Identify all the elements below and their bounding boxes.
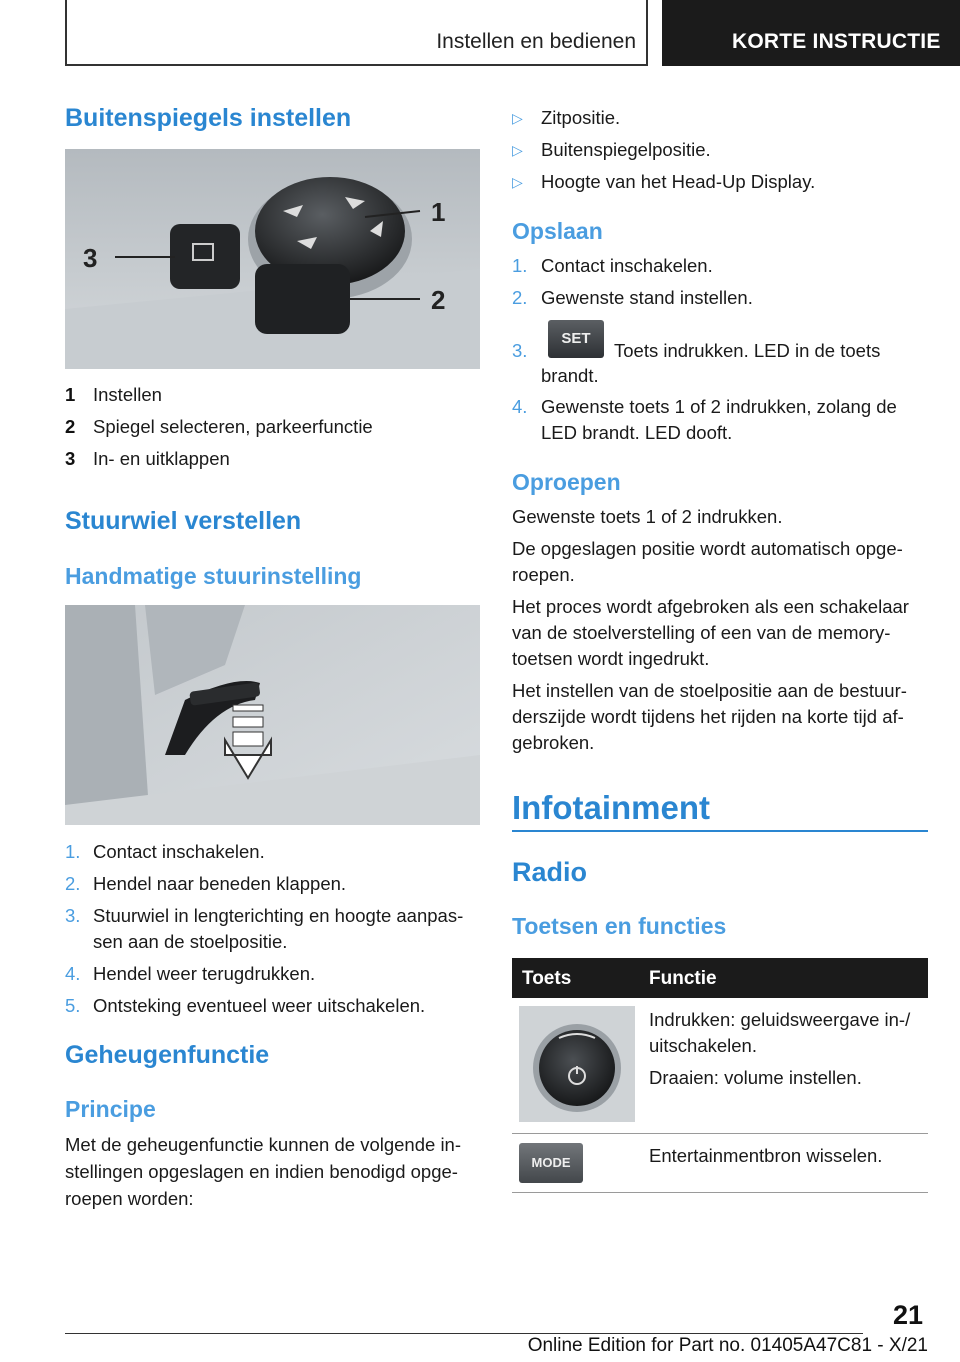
step-number: 5. <box>65 995 81 1016</box>
step-text: Stuurwiel in lengterichting en hoogte aanpas- <box>93 905 464 926</box>
legend-number-1: 1 <box>65 384 76 405</box>
step-text: Toets indrukken. LED in de toets <box>614 340 881 361</box>
legend-text-1: Instellen <box>93 384 162 405</box>
legend-number-3: 3 <box>65 448 76 469</box>
step-number: 4. <box>512 396 528 417</box>
bullet-text: Hoogte van het Head-Up Display. <box>541 171 816 192</box>
step-text: Gewenste stand instellen. <box>541 287 753 308</box>
step-number: 4. <box>65 963 81 984</box>
function-text: Entertainmentbron wisselen. <box>649 1145 883 1166</box>
table-header <box>512 958 928 998</box>
step-number: 1. <box>512 255 528 276</box>
step-text: Ontsteking eventueel weer uitschakelen. <box>93 995 426 1016</box>
column-header-toets: Toets <box>522 968 572 989</box>
step-text: Hendel weer terugdrukken. <box>93 963 316 984</box>
bullet-text: Buitenspiegelpositie. <box>541 139 711 160</box>
step-text: Gewenste toets 1 of 2 indrukken, zolang de <box>541 396 897 417</box>
footer-rule <box>65 1333 863 1334</box>
bullet-triangle-icon: ▷ <box>512 142 523 158</box>
steering-heading: Stuurwiel verstellen <box>65 507 302 535</box>
step-text-continued: LED brandt. LED dooft. <box>541 422 733 443</box>
mirrors-heading: Buitenspiegels instellen <box>65 104 352 132</box>
recall-line: Gewenste toets 1 of 2 indrukken. <box>512 506 783 527</box>
step-text: Contact inschakelen. <box>541 255 713 276</box>
page-number: 21 <box>893 1300 924 1330</box>
principle-line: roepen worden: <box>65 1188 194 1209</box>
bullet-text: Zitpositie. <box>541 107 621 128</box>
legend-number-2: 2 <box>65 416 76 437</box>
principle-line: stellingen opgeslagen en indien benodigd opge- <box>65 1161 458 1182</box>
principle-line: Met de geheugenfunctie kunnen de volgende in- <box>65 1134 461 1155</box>
legend-text-3: In- en uitklappen <box>93 448 230 469</box>
recall-line: Het instellen van de stoelpositie aan de bestuur- <box>512 680 907 701</box>
table-row-divider <box>512 1133 928 1134</box>
step-number: 1. <box>65 841 81 862</box>
recall-subheading: Oproepen <box>512 469 621 495</box>
function-text: uitschakelen. <box>649 1035 757 1056</box>
function-text: Draaien: volume instellen. <box>649 1067 862 1088</box>
chapter-tab-label: KORTE INSTRUCTIE <box>732 30 941 53</box>
infotainment-heading: Infotainment <box>512 789 710 826</box>
recall-line: De opgeslagen positie wordt automatisch opge- <box>512 538 903 559</box>
steering-subheading: Handmatige stuurinstelling <box>65 563 362 589</box>
heading-rule <box>512 830 928 832</box>
mirror-controls-illustration <box>65 149 480 369</box>
step-text: Contact inschakelen. <box>93 841 265 862</box>
step-number: 3. <box>512 340 528 361</box>
callout-2: 2 <box>431 285 446 315</box>
step-text-continued: brandt. <box>541 365 599 386</box>
table-row-divider <box>512 1192 928 1193</box>
chapter-tab <box>662 0 960 66</box>
step-number: 2. <box>65 873 81 894</box>
principle-subheading: Principe <box>65 1096 156 1122</box>
callout-1: 1 <box>431 197 446 227</box>
recall-line: toetsen wordt ingedrukt. <box>512 648 710 669</box>
recall-line: derszijde wordt tijdens het rijden na korte tijd af- <box>512 706 904 727</box>
legend-text-2: Spiegel selecteren, parkeerfunctie <box>93 416 373 437</box>
mirror-controls-figure <box>65 149 480 369</box>
memory-heading: Geheugenfunctie <box>65 1041 270 1069</box>
edition-text: Online Edition for Part no. 01405A47C81 - X/21 <box>527 1335 928 1356</box>
step-number: 2. <box>512 287 528 308</box>
bullet-triangle-icon: ▷ <box>512 110 523 126</box>
set-button-icon: SET <box>548 320 604 358</box>
save-subheading: Opslaan <box>512 218 603 244</box>
keys-subheading: Toetsen en functies <box>512 913 727 939</box>
steering-lever-figure <box>65 605 480 825</box>
step-text-continued: sen aan de stoelpositie. <box>93 931 288 952</box>
recall-line: van de stoelverstelling of een van de memory- <box>512 622 891 643</box>
step-text: Hendel naar beneden klappen. <box>93 873 347 894</box>
radio-heading: Radio <box>512 857 588 887</box>
recall-line: Het proces wordt afgebroken als een schakelaar <box>512 596 909 617</box>
recall-line: gebroken. <box>512 732 595 753</box>
bullet-triangle-icon: ▷ <box>512 174 523 190</box>
column-header-functie: Functie <box>649 968 717 989</box>
steering-lever-illustration <box>65 605 480 825</box>
function-text: Indrukken: geluidsweergave in-/ <box>649 1009 911 1030</box>
volume-knob-icon <box>519 1006 635 1122</box>
step-number: 3. <box>65 905 81 926</box>
callout-3: 3 <box>83 243 98 273</box>
mode-button-icon: MODE <box>519 1143 583 1183</box>
recall-line: roepen. <box>512 564 575 585</box>
section-title: Instellen en bedienen <box>436 30 636 53</box>
